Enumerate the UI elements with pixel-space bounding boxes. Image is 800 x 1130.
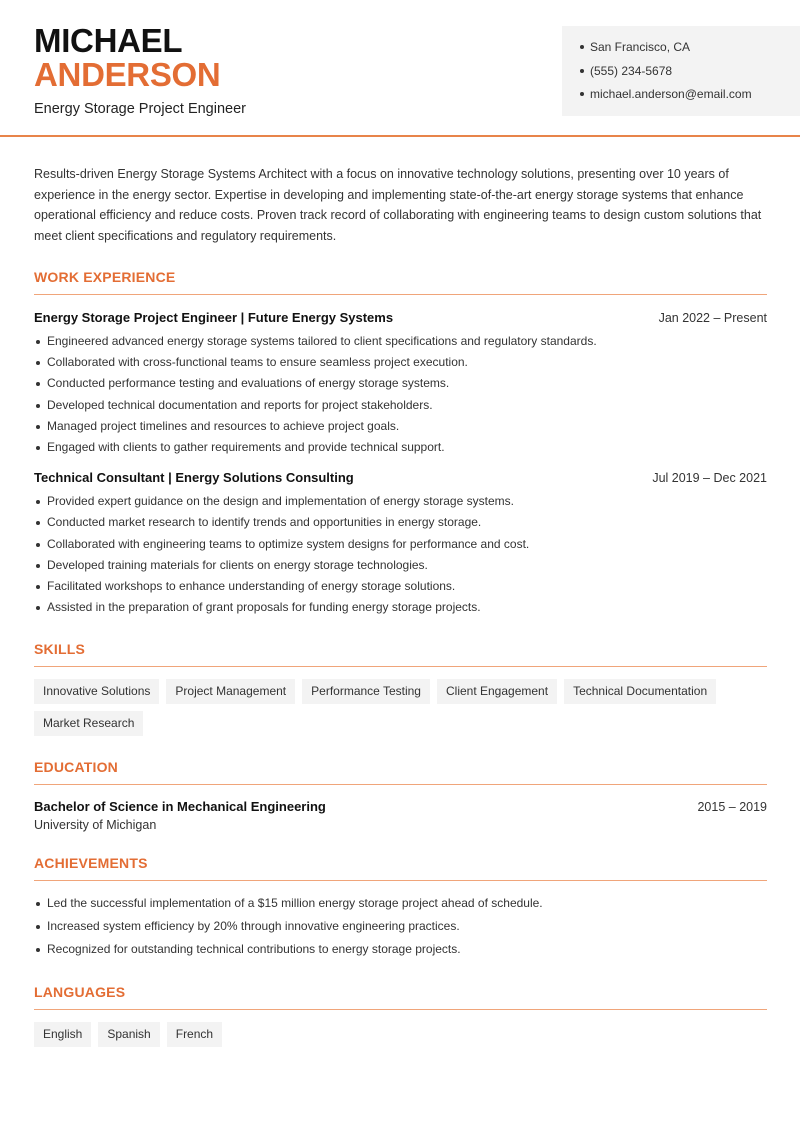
education-section (34, 759, 767, 832)
list-item: Developed technical documentation and reports for project stakeholders. (34, 395, 767, 416)
education-date: 2015 – 2019 (697, 800, 767, 815)
job-role: Technical Consultant | Energy Solutions Consulting (34, 470, 354, 486)
contact-email-text: michael.anderson@email.com (590, 87, 752, 101)
job-entry (34, 310, 767, 458)
contact-email (580, 86, 800, 110)
skills-tags (34, 679, 734, 743)
list-item: Facilitated workshops to enhance understanding of energy storage solutions. (34, 576, 767, 597)
list-item: Engaged with clients to gather requirements and provide technical support. (34, 437, 767, 458)
skill-tag: Technical Documentation (564, 679, 716, 704)
job-title: Energy Storage Project Engineer (34, 101, 246, 117)
first-name: MICHAEL (34, 22, 183, 59)
achievement-bullets (34, 892, 767, 960)
bullet-icon (580, 92, 584, 96)
education-entry (34, 799, 767, 832)
contact-phone (580, 63, 800, 87)
achievements-section (34, 855, 767, 960)
work-experience-section (34, 269, 767, 618)
contact-box (562, 26, 800, 116)
list-item: Collaborated with engineering teams to optimize system designs for performance and cost. (34, 534, 767, 555)
section-title-work: WORK EXPERIENCE (34, 269, 767, 295)
contact-location (580, 39, 800, 63)
contact-phone-text: (555) 234-5678 (590, 63, 673, 78)
language-tag: French (167, 1022, 222, 1047)
name-block (34, 24, 246, 117)
summary: Results-driven Energy Storage Systems Architect with a focus on innovative technology solutions, presenting over 10 years of experience in the energy sector. Expertise in developing and implementing state-of-the-art energy storage systems that enhance operational efficiency and reduce costs. Proven track record of collaborating with engineering teams to design custom solutions that meet client specifications and regulatory requirements. (34, 167, 762, 243)
skill-tag: Project Management (166, 679, 295, 704)
bullet-icon (580, 45, 584, 49)
resume-header (0, 0, 800, 137)
list-item: Recognized for outstanding technical contributions to energy storage projects. (34, 938, 767, 961)
section-title-achievements: ACHIEVEMENTS (34, 855, 767, 881)
language-tags (34, 1022, 734, 1054)
list-item: Conducted market research to identify trends and opportunities in energy storage. (34, 512, 767, 533)
education-school: University of Michigan (34, 818, 157, 833)
list-item: Led the successful implementation of a $15 million energy storage project ahead of schedule. (34, 892, 767, 915)
list-item: Engineered advanced energy storage systems tailored to client specifications and regulatory standards. (34, 331, 767, 352)
contact-location-text: San Francisco, CA (590, 40, 691, 54)
language-tag: Spanish (98, 1022, 159, 1047)
bullet-icon (580, 69, 584, 73)
list-item: Conducted performance testing and evaluations of energy storage systems. (34, 373, 767, 394)
education-degree: Bachelor of Science in Mechanical Engineering (34, 799, 326, 815)
skill-tag: Performance Testing (302, 679, 430, 704)
skill-tag: Market Research (34, 711, 143, 736)
list-item: Managed project timelines and resources to achieve project goals. (34, 416, 767, 437)
job-date: Jul 2019 – Dec 2021 (652, 471, 767, 486)
list-item: Assisted in the preparation of grant proposals for funding energy storage projects. (34, 597, 767, 618)
skills-section (34, 641, 767, 743)
job-bullets (34, 491, 767, 618)
section-title-education: EDUCATION (34, 759, 767, 785)
list-item: Collaborated with cross-functional teams to ensure seamless project execution. (34, 352, 767, 373)
languages-section (34, 984, 767, 1054)
list-item: Developed training materials for clients on energy storage technologies. (34, 555, 767, 576)
list-item: Increased system efficiency by 20% through innovative engineering practices. (34, 915, 767, 938)
job-role: Energy Storage Project Engineer | Future Energy Systems (34, 310, 394, 325)
job-date: Jan 2022 – Present (658, 311, 767, 325)
last-name: ANDERSON (34, 56, 221, 93)
list-item: Provided expert guidance on the design and implementation of energy storage systems. (34, 491, 767, 512)
skill-tag: Innovative Solutions (34, 679, 159, 704)
skill-tag: Client Engagement (437, 679, 557, 704)
job-entry (34, 470, 767, 618)
section-title-skills: SKILLS (34, 641, 767, 667)
resume-content (34, 164, 767, 1054)
job-bullets (34, 331, 767, 458)
section-title-languages: LANGUAGES (34, 984, 767, 1010)
language-tag: English (34, 1022, 91, 1047)
